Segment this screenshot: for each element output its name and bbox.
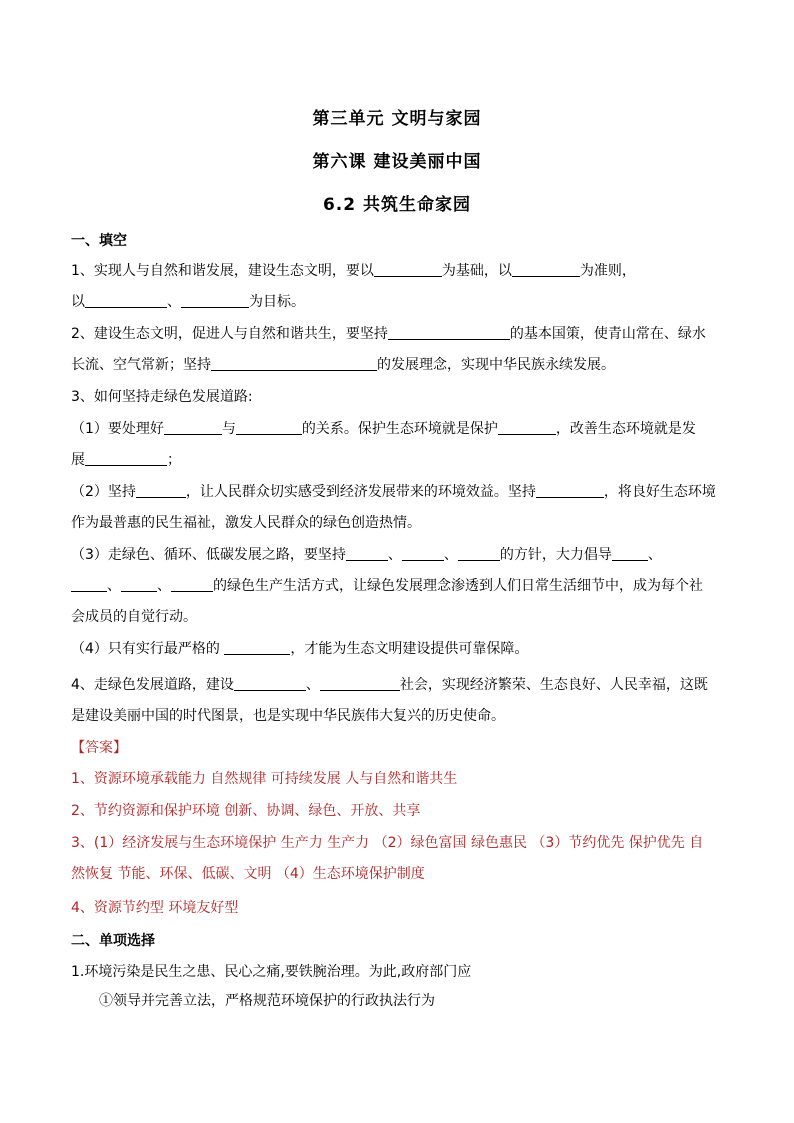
q4-line1: 4、走绿色发展道路，建设 、 社会，实现经济繁荣、生态良好、人民幸福，这既 [71, 677, 708, 693]
unit-title: 第三单元 文明与家园 [312, 109, 482, 129]
q1-line2: 以 、 为目标。 [71, 294, 305, 310]
fill-blank[interactable] [121, 577, 157, 592]
fill-blank[interactable] [171, 577, 213, 592]
q3-intro: 3、如何坚持走绿色发展道路: [71, 389, 253, 405]
part1-heading: 一、填空 [71, 233, 127, 249]
part2-question-1: 1.环境污染是民生之患、民心之痛,要铁腕治理。为此,政府部门应 [71, 964, 472, 980]
fill-blank[interactable] [498, 420, 556, 435]
fill-blank[interactable] [234, 676, 306, 691]
answer-2: 2、节约资源和保护环境 创新、协调、绿色、开放、共享 [71, 803, 421, 819]
fill-blank[interactable] [536, 483, 604, 498]
q3-s2-line1: （2）坚持 ，让人民群众切实感受到经济发展带来的环境效益。坚持 ，将良好生态环境 [71, 484, 716, 500]
fill-blank[interactable] [402, 546, 444, 561]
q3-s3-line1: （3）走绿色、循环、低碳发展之路，要坚持 、 、 的方针，大力倡导 、 [71, 547, 662, 563]
answer-3-line2: 然恢复 节能、环保、低碳、文明 （4）生态环境保护制度 [71, 866, 425, 882]
fill-blank[interactable] [346, 546, 388, 561]
fill-blank[interactable] [388, 325, 510, 340]
fill-blank[interactable] [85, 451, 167, 466]
section-title: 6.2 共筑生命家园 [322, 195, 472, 215]
q3-s4-line1: （4）只有实行最严格的 ，才能为生态文明建设提供可靠保障。 [71, 641, 529, 657]
answers-heading: 【答案】 [71, 740, 127, 756]
q2-line2: 长流、空气常新；坚持 的发展理念，实现中华民族永续发展。 [71, 357, 615, 373]
fill-blank[interactable] [224, 640, 290, 655]
fill-blank[interactable] [85, 293, 167, 308]
part2-option-1: ①领导并完善立法，严格规范环境保护的行政执法行为 [99, 993, 435, 1009]
fill-blank[interactable] [211, 356, 377, 371]
answer-4: 4、资源节约型 环境友好型 [71, 900, 239, 916]
fill-blank[interactable] [71, 577, 107, 592]
answer-3-line1: 3、(1）经济发展与生态环境保护 生产力 生产力 （2）绿色富国 绿色惠民 （3）节约优先 保护优先 自 [71, 835, 704, 851]
fill-blank[interactable] [236, 420, 302, 435]
q2-line1: 2、建设生态文明，促进人与自然和谐共生，要坚持 的基本国策，使青山常在、绿水 [71, 326, 706, 342]
answer-1: 1、资源环境承载能力 自然规律 可持续发展 人与自然和谐共生 [71, 771, 458, 787]
q3-s1-line2: 展 ； [71, 452, 181, 468]
fill-blank[interactable] [136, 483, 186, 498]
q1-line1: 1、实现人与自然和谐发展，建设生态文明，要以 为基础，以 为准则， [71, 263, 636, 279]
fill-blank[interactable] [320, 676, 400, 691]
fill-blank[interactable] [374, 262, 442, 277]
fill-blank[interactable] [164, 420, 222, 435]
fill-blank[interactable] [512, 262, 580, 277]
q3-s2-line2: 作为最普惠的民生福祉，激发人民群众的绿色创造热情。 [71, 515, 421, 531]
q4-line2: 是建设美丽中国的时代图景，也是实现中华民族伟大复兴的历史使命。 [71, 708, 505, 724]
fill-blank[interactable] [458, 546, 500, 561]
fill-blank[interactable] [181, 293, 249, 308]
part2-heading: 二、单项选择 [71, 933, 155, 949]
fill-blank[interactable] [612, 546, 648, 561]
q3-s3-line3: 会成员的自觉行动。 [71, 609, 197, 625]
lesson-title: 第六课 建设美丽中国 [312, 152, 482, 172]
q3-s1-line1: （1）要处理好 与 的关系。保护生态环境就是保护 ，改善生态环境就是发 [71, 421, 696, 437]
q3-s3-line2: 、 、 的绿色生产生活方式，让绿色发展理念渗透到人们日常生活细节中，成为每个社 [71, 576, 723, 596]
